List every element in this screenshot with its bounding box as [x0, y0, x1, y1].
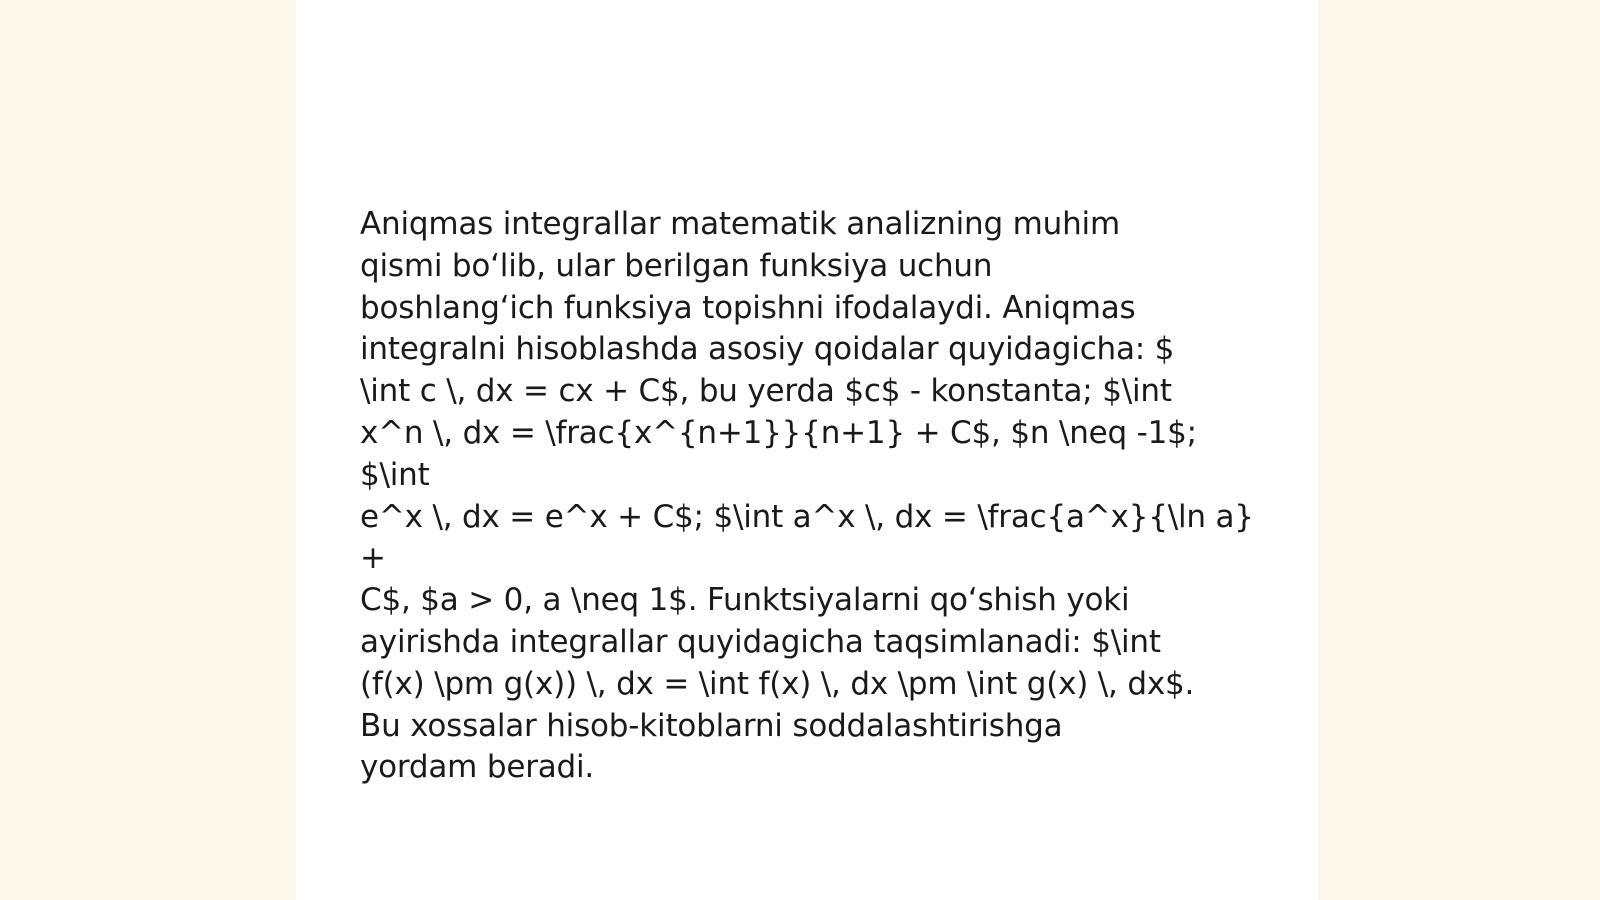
- slide-page: [296, 0, 1318, 900]
- slide-body-text: Aniqmas integrallar matematik analizning muhim qismi bo‘lib, ular berilgan funksiya uchun boshlang‘ich funksiya topishni ifodalaydi. Aniqmas integralni hisoblashda asosiy qoidalar quyidagicha: $ \int c \, dx = cx + C$, bu yerda $c$ - konstanta; $\int x^n \, dx = \frac{x^{n+1}}{n+1} + C$, $n \neq -1$; $\int e^x \, dx = e^x + C$; $\int a^x \, dx = \frac{a^x}{\ln a} + C$, $a > 0, a \neq 1$. Funktsiyalarni qo‘shish yoki ayirishda integrallar quyidagicha taqsimlanadi: $\int (f(x) \pm g(x)) \, dx = \int f(x) \, dx \pm \int g(x) \, dx$. Bu xossalar hisob-kitoblarni soddalashtirishga yordam beradi.: [360, 206, 1254, 786]
